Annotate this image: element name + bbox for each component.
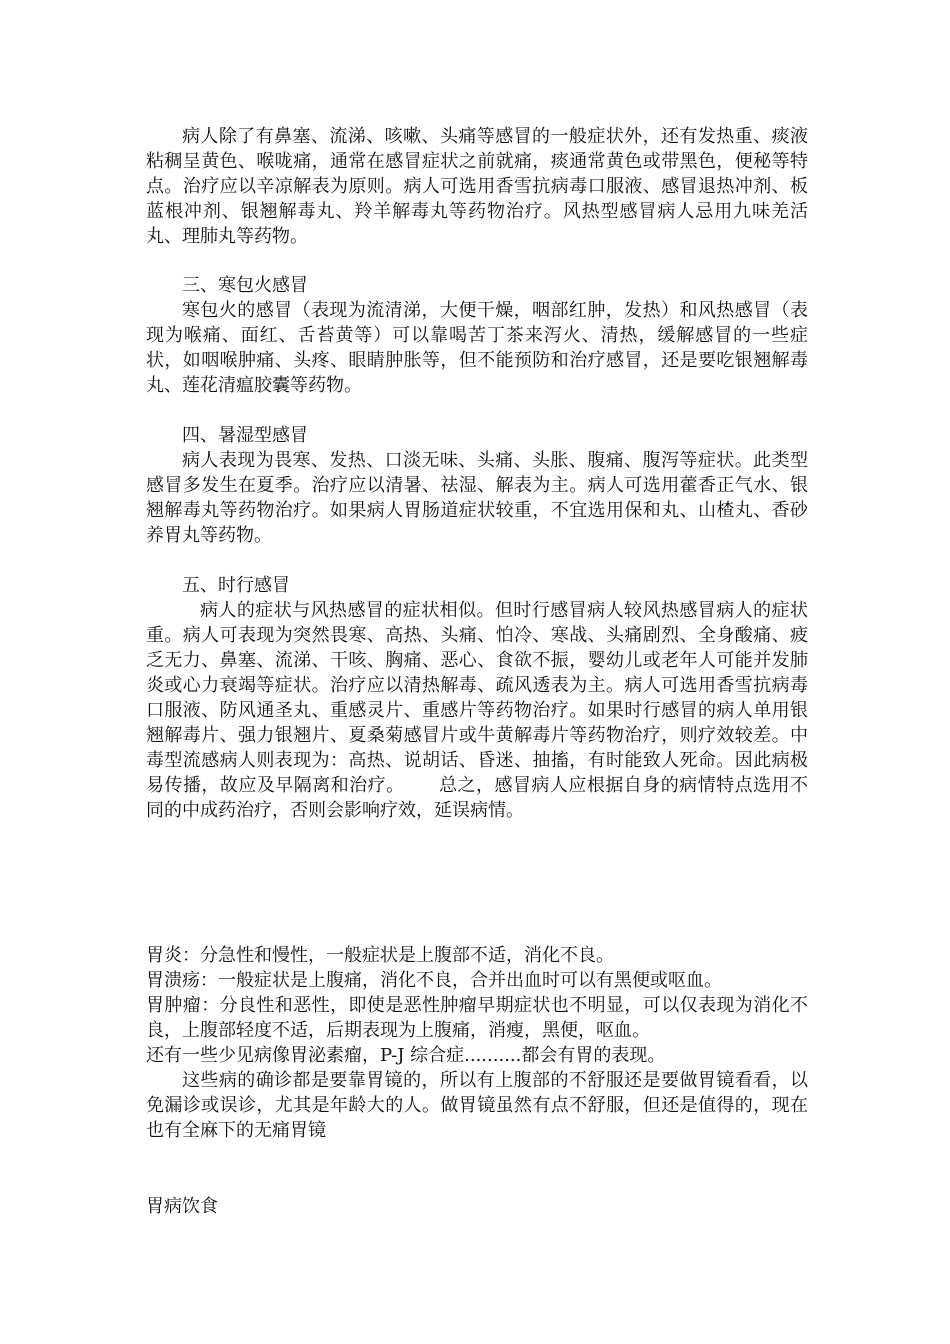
section-fengre	[146, 124, 808, 249]
section-diet	[146, 1194, 808, 1219]
section-stomach	[146, 943, 808, 1143]
heading-hanbaohuo: 三、寒包火感冒	[182, 275, 308, 296]
section-hanbaohuo	[146, 273, 808, 398]
paragraph-shixing	[146, 598, 808, 823]
paragraph-shixing-tail: 总之，感冒病人应根据自身的病情特点选用不同的中成药治疗，否则会影响疗效，延误病情。	[146, 775, 809, 821]
paragraph-shixing-main: 病人的症状与风热感冒的症状相似。但时行感冒病人较风热感冒病人的症状重。病人可表现为突然畏寒、高热、头痛、怕冷、寒战、头痛剧烈、全身酸痛、疲乏无力、鼻塞、流涕、干咳、胸痛、恶心、食欲不振，婴幼儿或老年人可能并发肺炎或心力衰竭等症状。治疗应以清热解毒、疏风透表为主。病人可选用香雪抗病毒口服液、防风通圣丸、重感灵片、重感片等药物治疗。如果时行感冒的病人单用银翘解毒片、强力银翘片、夏桑菊感冒片或牛黄解毒片等药物治疗，则疗效较差。中毒型流感病人则表现为：高热、说胡话、昏迷、抽搐，有时能致人死命。因此病极易传播，故应及早隔离和治疗。	[146, 600, 808, 796]
section-shixing	[146, 573, 808, 823]
stomach-line-rare: 还有一些少见病像胃泌素瘤，P-J 综合症..........都会有胃的表现。	[146, 1045, 666, 1066]
stomach-line-gastritis: 胃炎：分急性和慢性，一般症状是上腹部不适，消化不良。	[146, 945, 614, 966]
section-shushi	[146, 423, 808, 548]
paragraph-hanbaohuo: 寒包火的感冒（表现为流清涕，大便干燥，咽部红肿，发热）和风热感冒（表现为喉痛、面红、舌苔黄等）可以靠喝苦丁茶来泻火、清热，缓解感冒的一些症状，如咽喉肿痛、头疼、眼睛肿胀等，但不能预防和治疗感冒，还是要吃银翘解毒丸、莲花清瘟胶囊等药物。	[146, 300, 808, 396]
heading-shixing: 五、时行感冒	[182, 575, 290, 596]
heading-shushi: 四、暑湿型感冒	[182, 425, 308, 446]
paragraph-gastroscope: 这些病的确诊都是要靠胃镜的，所以有上腹部的不舒服还是要做胃镜看看，以免漏诊或误诊，尤其是年龄大的人。做胃镜虽然有点不舒服，但还是值得的，现在也有全麻下的无痛胃镜	[146, 1070, 808, 1141]
paragraph-shushi: 病人表现为畏寒、发热、口淡无味、头痛、头胀、腹痛、腹泻等症状。此类型感冒多发生在夏季。治疗应以清暑、祛湿、解表为主。病人可选用藿香正气水、银翘解毒丸等药物治疗。如果病人胃肠道症状较重，不宜选用保和丸、山楂丸、香砂养胃丸等药物。	[146, 450, 808, 546]
heading-diet: 胃病饮食	[146, 1196, 218, 1217]
stomach-line-ulcer: 胃溃疡：一般症状是上腹痛，消化不良，合并出血时可以有黑便或呕血。	[146, 970, 722, 991]
paragraph-fengre: 病人除了有鼻塞、流涕、咳嗽、头痛等感冒的一般症状外，还有发热重、痰液粘稠呈黄色、喉咙痛，通常在感冒症状之前就痛，痰通常黄色或带黑色，便秘等特点。治疗应以辛凉解表为原则。病人可选用香雪抗病毒口服液、感冒退热冲剂、板蓝根冲剂、银翘解毒丸、羚羊解毒丸等药物治疗。风热型感冒病人忌用九味羌活丸、理肺丸等药物。	[146, 126, 808, 247]
stomach-line-tumor: 胃肿瘤：分良性和恶性，即使是恶性肿瘤早期症状也不明显，可以仅表现为消化不良，上腹部轻度不适，后期表现为上腹痛，消瘦，黑便，呕血。	[146, 995, 808, 1041]
